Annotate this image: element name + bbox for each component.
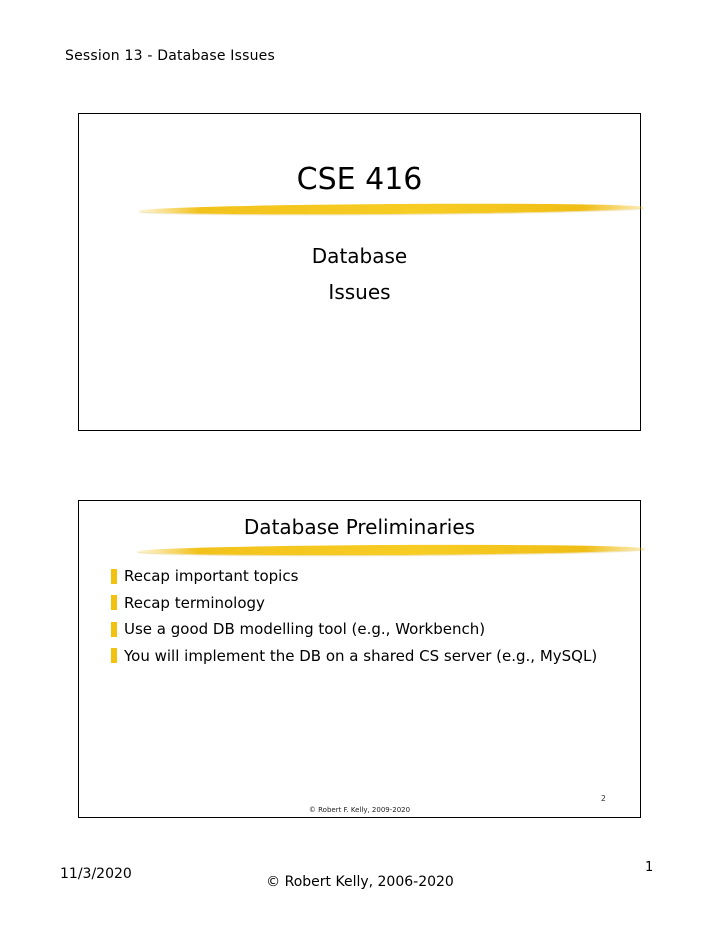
bullet-text: You will implement the DB on a shared CS server (e.g., MySQL) (124, 646, 598, 665)
bullet-item (111, 616, 597, 643)
footer-date: 11/3/2020 (60, 866, 132, 882)
bullet-text: Recap terminology (124, 593, 265, 612)
slide-subtitle-line: Database (311, 244, 408, 268)
bullet-text: Recap important topics (124, 567, 299, 586)
slide-number: 2 (600, 794, 606, 803)
yellow-brush-underline (137, 544, 645, 557)
slide-subtitle-line: Issues (328, 280, 391, 304)
bullet-text: Use a good DB modelling tool (e.g., Workbench) (124, 620, 486, 639)
footer-copyright: © Robert Kelly, 2006-2020 (266, 874, 454, 890)
page-header-title: Session 13 - Database Issues (65, 48, 275, 64)
bullet-item (111, 643, 597, 670)
slide-1 (78, 113, 641, 431)
slide-copyright: © Robert F. Kelly, 2009-2020 (308, 806, 411, 814)
bullet-list (111, 563, 597, 669)
bullet-marker-icon (111, 569, 117, 584)
bullet-marker-icon (111, 648, 117, 663)
bullet-item (111, 590, 597, 617)
slide-2 (78, 500, 641, 818)
slide-title: CSE 416 (296, 162, 423, 197)
bullet-marker-icon (111, 595, 117, 610)
bullet-marker-icon (111, 622, 117, 637)
bullet-item (111, 563, 597, 590)
footer-page-number: 1 (645, 860, 654, 875)
yellow-brush-underline (139, 202, 644, 216)
slide-title: Database Preliminaries (243, 515, 476, 539)
